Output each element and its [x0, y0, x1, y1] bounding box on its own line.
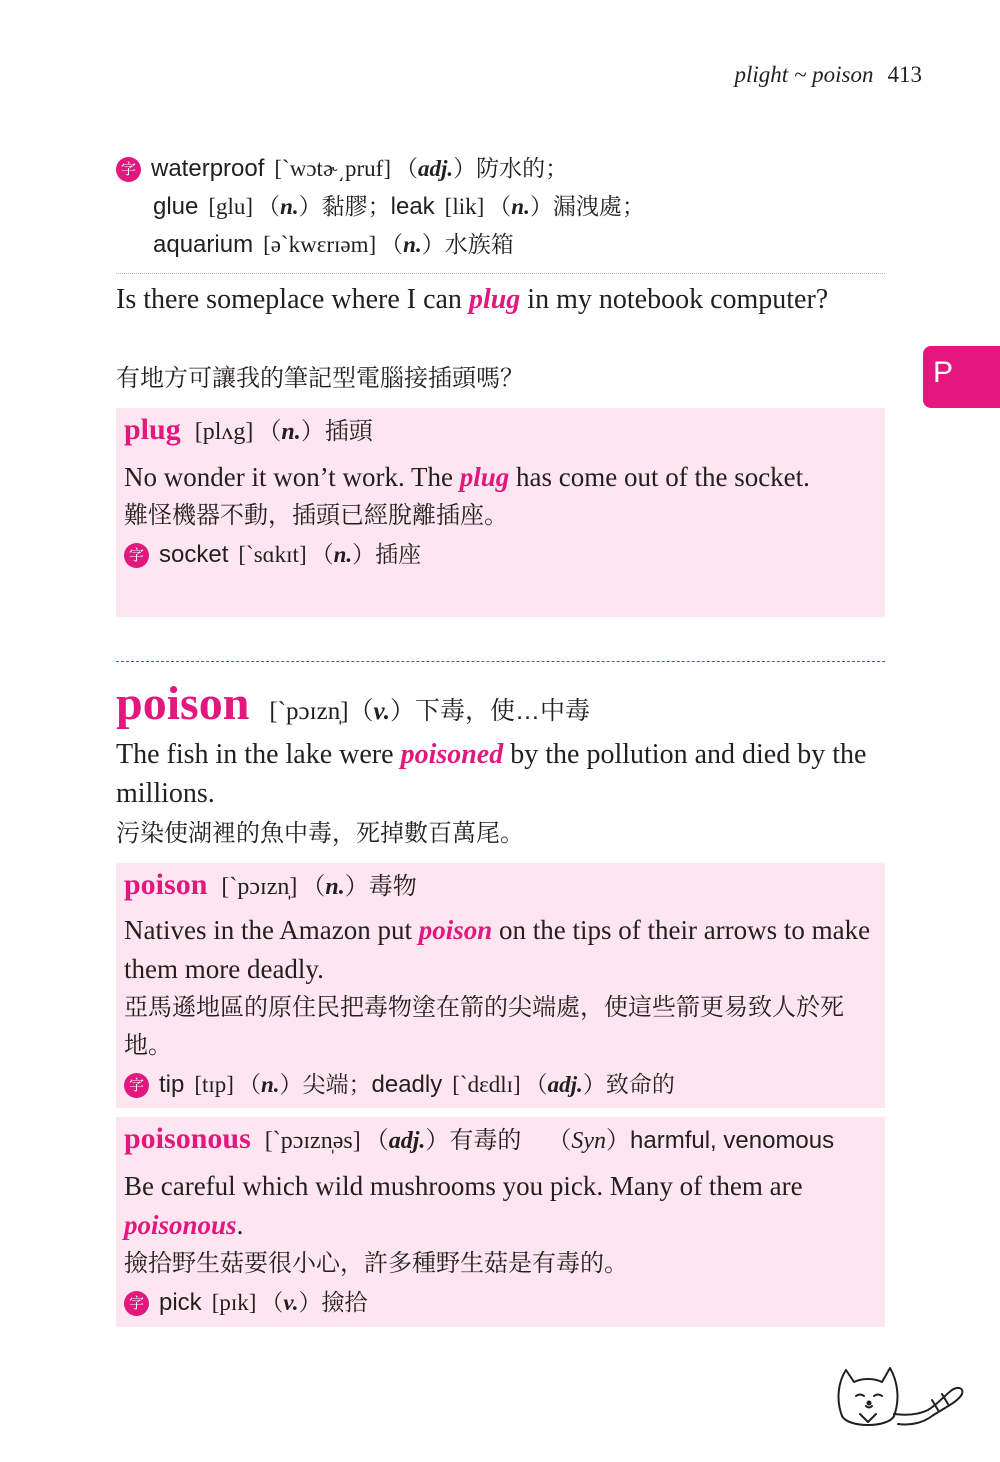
vocab-ipa: [pɪk]: [211, 1290, 257, 1315]
headword-ipa: [plʌg]: [194, 419, 254, 445]
dotted-divider: [116, 273, 885, 274]
sentence-text: has come out of the socket.: [509, 462, 810, 492]
vocab-ipa: [əˋkwɛrɪəm]: [263, 232, 377, 257]
vocab-zh: 防水的；: [476, 156, 569, 181]
headword-zh: 下毒，使…中毒: [414, 697, 590, 725]
sentence-text: Natives in the Amazon put: [124, 915, 419, 945]
entry-head: poison [ˋpɔɪzn̩] （n.）毒物: [124, 868, 417, 901]
main-entry-head: poison [ˋpɔɪzn̩]（v.）下毒，使…中毒: [116, 677, 590, 730]
vocab-zh: 黏膠；: [321, 194, 391, 219]
cat-illustration-icon: [832, 1356, 972, 1434]
example-sentence-zh: 有地方可讓我的筆記型電腦接插頭嗎？: [116, 366, 524, 392]
example-sentence-zh: 亞馬遜地區的原住民把毒物塗在箭的尖端處，使這些箭更易致人於死地。: [124, 995, 844, 1059]
highlight-word: poisoned: [400, 739, 504, 770]
synonym-group: （Syn）harmful, venomous: [547, 1127, 835, 1154]
headword: poisonous: [124, 1122, 251, 1155]
example-sentence-en: [116, 280, 886, 319]
vocab-ipa: [ˋwɔtɚ͵pruf]: [274, 156, 391, 181]
running-head: [735, 62, 922, 88]
vocab-term: socket: [159, 541, 229, 568]
vocab-badge-icon: 字: [124, 543, 149, 568]
vocab-pos: n.: [511, 194, 530, 219]
highlight-word: poison: [418, 915, 493, 945]
example-sentence-en: [124, 458, 877, 497]
vocab-term: glue: [153, 193, 199, 220]
vocab-pos: v.: [283, 1290, 299, 1315]
headword-pos: v.: [373, 698, 390, 725]
vocab-row: 字 pick [pɪk] （v.）撿拾: [124, 1283, 877, 1323]
page-number: 413: [887, 62, 922, 87]
dashed-divider: [116, 661, 885, 662]
vocab-row: 字 tip [tɪp] （n.）尖端；deadly [ˋdɛdlɪ] （adj.）致命的: [124, 1065, 877, 1105]
vocab-zh: 撿拾: [321, 1290, 368, 1315]
sentence-text: in my notebook computer?: [520, 284, 829, 315]
vocab-row: 字 waterproof [ˋwɔtɚ͵pruf] （adj.）防水的；: [116, 150, 645, 188]
headword-ipa: [ˋpɔɪzn̩]: [221, 874, 298, 900]
vocab-zh: 致命的: [605, 1072, 675, 1097]
vocab-pos: n.: [260, 1072, 280, 1097]
vocab-pos: adj.: [417, 156, 454, 181]
vocab-pos: n.: [403, 232, 422, 257]
sentence-text: Is there someplace where I can: [116, 284, 469, 315]
entry-head: plug [plʌg] （n.）插頭: [124, 413, 373, 446]
vocab-badge-icon: 字: [124, 1073, 149, 1098]
headword-zh: 有毒的: [449, 1127, 522, 1154]
highlight-word: poisonous: [124, 1210, 237, 1240]
example-sentence-zh: 撿拾野生菇要很小心，許多種野生菇是有毒的。: [124, 1251, 628, 1277]
vocab-row: 字 socket [ˋsɑkɪt] （n.）插座: [124, 535, 877, 575]
sentence-text: Be careful which wild mushrooms you pick. Many of them are: [124, 1171, 803, 1201]
vocab-badge-icon: 字: [116, 157, 141, 182]
vocab-row: glue [glu] （n.）黏膠；leak [lik] （n.）漏洩處；: [153, 193, 645, 220]
vocab-zh: 插座: [375, 542, 422, 567]
headword-pos: n.: [325, 874, 345, 900]
headword-ipa: [ˋpɔɪzn̩]: [269, 698, 349, 725]
example-sentence-zh: 污染使湖裡的魚中毒，死掉數百萬尾。: [116, 821, 524, 847]
headword-ipa: [ˋpɔɪzn̩əs]: [264, 1128, 361, 1154]
page-range: plight ~ poison: [734, 62, 874, 87]
entry-box-plug: [116, 408, 885, 617]
vocab-zh: 水族箱: [444, 232, 514, 257]
entry-box-poison-noun: [116, 863, 885, 1108]
vocab-ipa: [glu]: [208, 194, 254, 219]
vocab-ipa: [ˋdɛdlɪ]: [452, 1072, 521, 1097]
sentence-text: by the pollution and died by the millions.: [116, 739, 867, 809]
sentence-text: No wonder it won’t work. The: [124, 462, 460, 492]
synonym-label: Syn: [571, 1128, 607, 1154]
example-sentence-en: [124, 1167, 877, 1245]
vocab-pos: adj.: [547, 1072, 583, 1097]
vocab-row: aquarium [əˋkwɛrɪəm] （n.）水族箱: [153, 231, 514, 258]
synonym-list: harmful, venomous: [630, 1127, 835, 1154]
main-headword: poison: [116, 677, 250, 730]
sentence-text: on the tips of their arrows to make them more deadly.: [124, 915, 871, 984]
section-tab-p: [923, 346, 1000, 408]
vocab-badge-icon: 字: [124, 1291, 149, 1316]
vocab-term: tip: [159, 1071, 185, 1098]
vocab-ipa: [tɪp]: [194, 1072, 234, 1097]
example-sentence-en: [116, 735, 886, 813]
vocab-pos: n.: [333, 542, 353, 567]
sentence-text: .: [236, 1210, 244, 1240]
section-tab-letter: P: [933, 356, 954, 389]
example-sentence-en: [124, 911, 877, 989]
entry-box-poisonous: [116, 1117, 885, 1327]
vocab-term: deadly: [371, 1071, 443, 1098]
headword-zh: 插頭: [324, 418, 373, 445]
vocab-zh: 漏洩處；: [552, 194, 645, 219]
vocab-zh: 尖端；: [302, 1072, 372, 1097]
headword: plug: [124, 413, 181, 446]
vocab-block-top: [116, 150, 645, 264]
headword-zh: 毒物: [368, 873, 417, 900]
vocab-term: aquarium: [153, 231, 254, 258]
vocab-ipa: [ˋsɑkɪt]: [238, 542, 307, 567]
entry-head: poisonous [ˋpɔɪzn̩əs] （adj.）有毒的 （Syn）harmful, venomous: [124, 1122, 835, 1155]
vocab-term: waterproof: [151, 155, 265, 182]
highlight-word: plug: [468, 284, 521, 315]
sentence-text: The fish in the lake were: [116, 739, 401, 770]
vocab-pos: n.: [280, 194, 299, 219]
vocab-ipa: [lik]: [444, 194, 485, 219]
example-sentence-zh: 難怪機器不動，插頭已經脫離插座。: [124, 503, 508, 529]
headword-pos: adj.: [388, 1128, 426, 1154]
headword: poison: [124, 868, 208, 901]
vocab-term: pick: [159, 1289, 202, 1316]
vocab-term: leak: [390, 193, 435, 220]
highlight-word: plug: [459, 462, 510, 492]
headword-pos: n.: [281, 419, 301, 445]
